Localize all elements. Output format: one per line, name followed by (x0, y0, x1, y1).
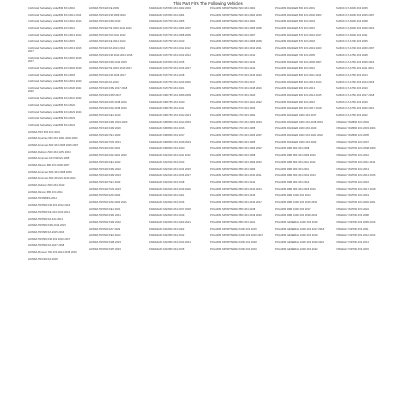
vehicle-entry: CHN Hisil Subsidiary Ltda BIM 6X4 2024 (28, 123, 75, 127)
vehicle-entry: SUZUKI LT-A750 4X4 2011 2012 (336, 67, 374, 71)
vehicle-entry: KAWASAKI KAF620 4X4 2014 2015 (149, 167, 191, 171)
vehicle-entry: YAMAHA YFM700 4X4 2020 2021 (336, 200, 376, 204)
vehicle-entry: YAMAHA YXR700 4X4 2012 2013 (336, 234, 376, 238)
vehicle-entry: HONDA TRX420 FM 2009 2010 (89, 13, 126, 17)
vehicle-entry: POLARIS RZR 1000 4X4 2017 (275, 207, 311, 211)
vehicle-entry: KAWASAKI KVF750 4X4 2021 (149, 87, 185, 91)
vehicle-entry: HONDA TRX420 TM1 2023 (89, 187, 121, 191)
vehicle-entry: POLARIS SPORTSMAN 500 4X4 2005 2006 (210, 27, 262, 31)
vehicle-entry: SUZUKI LT-A750 4X4 2014 2015 (336, 80, 375, 84)
vehicle-entry: HONDA TRX420 TE1 2020 (89, 134, 121, 138)
vehicle-entry: POLARIS SPORTSMAN 700 4X4 2002 (210, 114, 256, 117)
vehicle-entry: YAMAHA YXR700 4X4 2011 (336, 227, 369, 231)
vehicle-entry: HONDA TRX420 TE 2010 2011 2012 (89, 27, 132, 31)
vehicle-entry: SUZUKI LT-A750 4X4 2008 (336, 53, 368, 57)
vehicle-entry: POLARIS SPORTSMAN 800 4X4 2005 (210, 140, 256, 144)
vehicle-entry: POLARIS SPORTSMAN 850 4X4 2012 (210, 180, 256, 184)
vehicle-entry: KAWASAKI KVF650 4X4 2002 2003 (149, 7, 191, 10)
vehicle-entry: KAWASAKI KAF950 4X4 2015 (149, 247, 185, 251)
vehicle-entry: SUZUKI LT-A500 4X4 2009 2010 (336, 27, 375, 31)
vehicle-entry: SUZUKI LT-A750 4X4 2022 (336, 114, 368, 117)
vehicle-entry: SUZUKI LT-A500 4X4 2008 (336, 20, 368, 24)
vehicle-entry: YAMAHA YFM700 4X4 2008 2009 (336, 147, 376, 151)
vehicle-entry: HONDA TRX420 FE1 2019 (89, 114, 121, 117)
vehicle-entry: SUZUKI LT-A750 4X4 2013 (336, 73, 368, 77)
vehicle-entry: HONDA TRX420 FA 2018 (28, 257, 58, 261)
vehicle-entry: POLARIS SPORTSMAN 1000 4X4 2015 (210, 227, 257, 231)
vehicle-entry: POLARIS SPORTSMAN 850 4X4 2013 2014 (210, 187, 262, 191)
vehicle-entry: POLARIS SPORTSMAN 1000 4X4 2019 (210, 247, 257, 251)
vehicle-entry: KAWASAKI KVF750 4X4 2011 2012 (149, 47, 191, 51)
vehicle-entry: HONDA Foreman 500 4X4 2008 2009 (28, 170, 72, 174)
vehicle-entry: HONDA TRX420 FA6 2021 2022 (89, 154, 127, 158)
vehicle-entry: POLARIS RANGER 700 4X4 2006 2007 (275, 60, 322, 64)
vehicle-entry: HONDA TRX420 FM 2013 2014 2015 (89, 53, 133, 57)
vehicle-entry: POLARIS SPORTSMAN 1000 4X4 2018 (210, 241, 257, 245)
vehicle-entry: KAWASAKI KAF620 4X4 2018 (149, 180, 185, 184)
vehicle-entry: HONDA TRX420 FE1 2022 (89, 160, 121, 164)
vehicle-entry: HONDA TRX520 FM6 2023 (89, 241, 121, 245)
vehicle-entry: POLARIS SPORTSMAN 850 4X4 2015 (210, 194, 256, 198)
vehicle-entry: SUZUKI LT-A750 4X4 2017 2018 (336, 93, 375, 97)
vehicle-entry: POLARIS SPORTSMAN 570 4X4 2014 (210, 67, 256, 71)
vehicle-entry: HONDA TRX500 FA 2017 2018 (28, 244, 65, 248)
vehicle-entry: KAWASAKI KAF820 4X4 2017 2018 (149, 207, 191, 211)
vehicle-entry: KAWASAKI KAF820 4X4 2020 2021 (149, 221, 191, 224)
vehicle-entry: POLARIS RANGER 570 4X4 2015 (275, 27, 315, 31)
vehicle-entry: HONDA TRX420 FA5 2021 (89, 147, 121, 151)
vehicle-entry: CHN Hisil Subsidiary Ltda BIM 4X4 2023 2024 (28, 110, 82, 114)
vehicle-entry: HONDA TRX520 FE1 2021 (89, 207, 121, 211)
vehicle-entry: HONDA TRX420 FM 2016 2017 (89, 73, 126, 77)
vehicle-entry: POLARIS SPORTSMAN 570 4X4 2023 (210, 107, 256, 111)
vehicle-entry: CHN Hisil Subsidiary Ltda BIM 6X4 2013 2014 (28, 33, 82, 37)
vehicle-entry: KAWASAKI KRF750 4X4 2011 (149, 107, 185, 111)
vehicle-entry: POLARIS SPORTSMAN 500 4X4 2007 (210, 33, 256, 37)
vehicle-entry: HONDA Pioneer 700 4X4 2014 2015 2016 (28, 250, 77, 254)
vehicle-entry: CHN Hisil Subsidiary Ltda BIM 6X4 2015 2016 2017 (28, 57, 82, 64)
vehicle-entry: HONDA TRX420 FM2 2023 (89, 174, 121, 178)
vehicle-entry: YAMAHA YXR700 4X4 2009 2010 (336, 221, 376, 224)
vehicle-entry: KAWASAKI KAF950 4X4 2013 2014 (149, 241, 191, 245)
vehicle-entry: KAWASAKI KAF620 4X4 2013 (149, 160, 185, 164)
vehicle-entry: KAWASAKI KVF650 4X4 2004 (149, 13, 185, 17)
vehicle-entry: YAMAHA YFM700 4X4 2013 (336, 167, 369, 171)
vehicle-entry: POLARIS SPORTSMAN 500 4X4 2002 2003 (210, 13, 262, 17)
vehicle-entry: KAWASAKI KVF650 4X4 2015 (149, 60, 185, 64)
vehicle-entry: POLARIS RANGER 800 4X4 2013 2014 (275, 80, 322, 84)
vehicle-entry: KAWASAKI KVF750 4X4 2018 (149, 73, 185, 77)
vehicle-entry: POLARIS SPORTSMAN 800 4X4 2009 2010 (210, 160, 262, 164)
vehicle-entry: POLARIS SPORTSMAN 700 4X4 2003 2004 (210, 120, 262, 124)
vehicle-entry: HONDA TRX500 FM 4X4 2016 2017 (28, 237, 71, 241)
vehicle-entry: KAWASAKI KRF800 4X4 2020 (149, 147, 185, 151)
vehicle-entry: KAWASAKI KVF750 4X4 2006 2007 (149, 27, 191, 31)
vehicle-entry: POLARIS RANGER 1000 4X4 2018 2019 (275, 120, 323, 124)
vehicle-entry: YAMAHA YFM700 4X4 2010 (336, 154, 369, 158)
vehicle-entry: HONDA TRX420 FPA 2014 2015 (89, 60, 127, 64)
vehicle-entry: POLARIS RZR 1000 4X4 2014 (275, 194, 311, 198)
vehicle-entry: POLARIS RZR 900 4X4 2011 (275, 167, 309, 171)
vehicle-entry: POLARIS RANGER 570 4X4 2019 2020 (275, 47, 322, 51)
vehicle-entry: YAMAHA YFM700 4X4 2019 (336, 194, 369, 198)
vehicle-entry: KAWASAKI KRF750 4X4 2008 2009 (149, 93, 191, 97)
vehicle-entry: YAMAHA YFM660 4X4 2003 2004 (336, 127, 376, 131)
vehicle-entry: SUZUKI LT-A500 4X4 2006 2007 (336, 13, 375, 17)
vehicle-entry: POLARIS RANGER 570 4X4 2016 2017 (275, 33, 322, 37)
vehicle-entry: HONDA Foreman 500 4X4 ES 2010 2011 (28, 177, 76, 181)
vehicle-entry: CHN Hisil Subsidiary Ltda BIM 6X4 2015 (28, 40, 75, 44)
vehicle-entry: HONDA TRX420 FPA 2010 (89, 20, 121, 24)
vehicle-entry: HONDA TRX500 FPA 2014 2015 (28, 224, 66, 228)
vehicle-entry: POLARIS RANGER 900 4X4 2016 (275, 100, 315, 104)
vehicle-entry: SUZUKI LT-A750 4X4 2019 (336, 100, 368, 104)
vehicle-entry: POLARIS RZR 800 4X4 2011 2012 (275, 160, 316, 164)
vehicle-entry: HONDA Rincon 680 4X4 2006 2007 (28, 164, 70, 168)
vehicle-entry: HONDA TRX 500 4X4 2001 (28, 130, 60, 134)
vehicle-entry: HONDA TRX420 FPE 2017 2018 (89, 87, 128, 91)
vehicle-entry: HONDA TRX420 FPM 2017 (89, 93, 122, 97)
vehicle-entry: CHN Hisil Subsidiary Ltda BIM 6X4 2023 (28, 117, 75, 121)
vehicle-entry: KAWASAKI KRF800 4X4 2014 2015 (149, 120, 191, 124)
vehicle-entry: POLARIS GENERAL 1000 4X4 2016 (275, 221, 318, 224)
vehicle-entry: CHN Hisil Subsidiary Ltda BIM 4X4 2020 2021 2022 (28, 87, 82, 94)
vehicle-entry: KAWASAKI KAF620 4X4 2016 2017 (149, 174, 191, 178)
vehicle-entry: KAWASAKI KRF750 4X4 2012 2013 (149, 114, 191, 117)
vehicle-entry: POLARIS RANGER 1000 4X4 2021 2022 (275, 134, 323, 138)
vehicle-entry: HONDA TRX420 TE1 2023 (89, 180, 121, 184)
vehicle-entry: KAWASAKI KRF750 4X4 2010 (149, 100, 185, 104)
vehicle-entry: POLARIS RANGER 1000 4X4 2023 (275, 140, 317, 144)
vehicle-entry: POLARIS SPORTSMAN 850 4X4 2016 2017 (210, 200, 262, 204)
vehicle-entry: POLARIS SPORTSMAN 850 4X4 2009 (210, 167, 256, 171)
vehicle-entry: HONDA TRX520 FE2 2023 (89, 234, 121, 238)
vehicle-entry: KAWASAKI KVF750 4X4 2016 2017 (149, 67, 191, 71)
vehicle-entry: KAWASAKI KAF820 4X4 2016 (149, 200, 185, 204)
vehicle-entry: YAMAHA YFM700 4X4 2011 2012 (336, 160, 376, 164)
vehicle-entry: KAWASAKI KAF950 4X4 2012 (149, 234, 185, 238)
vehicle-entry: POLARIS RANGER 800 4X4 2011 2012 (275, 73, 322, 77)
vehicle-entry: HONDA TRX680 FA 2015 2016 (28, 230, 65, 234)
vehicle-entry: POLARIS SPORTSMAN 500 4X4 2004 (210, 20, 256, 24)
vehicle-entry: POLARIS SPORTSMAN 850 4X4 2010 2011 (210, 174, 262, 178)
vehicle-entry: HONDA TRX520 FA5 2020 (89, 194, 121, 198)
vehicle-entry: POLARIS RZR 1000 4X4 2015 2016 (275, 200, 318, 204)
vehicle-entry: KAWASAKI KAF620 4X4 2019 2020 (149, 187, 191, 191)
vehicle-entry: POLARIS RANGER 700 4X4 2005 (275, 53, 315, 57)
vehicle-entry: YAMAHA YXR700 4X4 2008 (336, 214, 369, 218)
vehicle-entry: HONDA TRX420 FA6 2018 2019 (89, 107, 127, 111)
vehicle-entry: POLARIS SPORTSMAN 800 4X4 2006 2007 (210, 147, 262, 151)
vehicle-entry: YAMAHA YXR700 4X4 2014 (336, 241, 369, 245)
vehicle-entry: HONDA TRX680FA 2012 (28, 197, 57, 201)
vehicle-entry: YAMAHA YFM660 4X4 2005 (336, 134, 369, 138)
vehicle-entry: POLARIS RANGER 900 4X4 2017 2018 (275, 107, 322, 111)
vehicle-entry: HONDA TRX500 FM 4X4 2012 2013 (28, 204, 71, 208)
vehicle-entry: POLARIS RANGER 500 4X4 2001 (275, 7, 315, 10)
vehicle-entry: POLARIS RZR 900 4X4 2015 2016 (275, 187, 316, 191)
vehicle-entry: SUZUKI LT-A750 4X4 2009 2010 (336, 60, 375, 64)
vehicle-entry: POLARIS RANGER 900 4X4 2013 (275, 87, 315, 91)
vehicle-column-3 (149, 7, 204, 254)
vehicle-entry: SUZUKI LT-A700 4X4 2006 2007 (336, 47, 375, 51)
vehicle-entry: KAWASAKI KAF820 4X4 2019 (149, 214, 185, 218)
vehicle-entry: HONDA TRX420 FA 2013 2014 (89, 47, 126, 51)
vehicle-column-1 (28, 7, 82, 264)
vehicle-columns (0, 7, 416, 412)
vehicle-entry: KAWASAKI KVF750 4X4 2019 2020 (149, 80, 191, 84)
vehicle-entry: CHN Hisil Subsidiary Ltda BIM 4X4 2021 2022 (28, 97, 82, 101)
vehicle-entry: POLARIS SPORTSMAN 570 4X4 2021 2022 (210, 100, 262, 104)
vehicle-entry: POLARIS RANGER 500 4X4 2004 (275, 20, 315, 24)
vehicle-entry: HONDA TRX420 FA5 2018 2019 (89, 100, 127, 104)
vehicle-entry: POLARIS SPORTSMAN 500 4X4 2001 (210, 7, 256, 10)
vehicle-entry: CHN Hisil Subsidiary Ltda BIM 6X4 2010 (28, 7, 75, 10)
vehicle-entry: HONDA Fourtrax 500 4X4 2001 2002 2003 (28, 137, 78, 141)
vehicle-entry: CHN Hisil Subsidiary Ltda BIM 6X4 2019 2020 (28, 80, 82, 84)
vehicle-entry: POLARIS RANGER 800 4X4 2010 (275, 67, 315, 71)
vehicle-entry: HONDA TRX420 FM1 2019 2020 (89, 120, 128, 124)
vehicle-column-5 (275, 7, 330, 254)
vehicle-entry: HONDA Foreman 4X4 500 ES 2005 (28, 157, 70, 161)
vehicle-entry: HONDA TRX420 TE 2015 2016 2017 (89, 67, 132, 71)
vehicle-entry: CHN Hisil Subsidiary Ltda BIM 6X4 2018 (28, 73, 75, 77)
vehicle-entry: POLARIS SPORTSMAN 500 4X4 2010 2011 (210, 47, 262, 51)
vehicle-entry: HONDA TRX520 FA7 2022 (89, 227, 121, 231)
vehicle-entry: SUZUKI LT-A500 4X4 2011 (336, 33, 368, 37)
vehicle-entry: CHN Hisil Subsidiary Ltda BIM 6X4 2022 (28, 103, 75, 107)
vehicle-entry: YAMAHA YFM700 4X4 2016 (336, 180, 369, 184)
vehicle-entry: YAMAHA YFM700 4X4 2007 (336, 140, 369, 144)
vehicle-entry: YAMAHA YFM700 4X4 2014 2015 (336, 174, 376, 178)
vehicle-entry: HONDA TRX420 FM2 2020 (89, 127, 121, 131)
vehicle-entry: KAWASAKI KVF750 4X4 2010 (149, 40, 185, 44)
vehicle-entry: KAWASAKI KVF750 4X4 2005 (149, 20, 185, 24)
vehicle-entry: HONDA TRX420 FE 2012 2013 (89, 40, 126, 44)
vehicle-entry: POLARIS RANGER 570 4X4 2018 (275, 40, 315, 44)
vehicle-entry: POLARIS RZR 900 4X4 2012 2013 (275, 174, 316, 178)
vehicle-entry: YAMAHA YFM700 4X4 2017 2018 (336, 187, 376, 191)
vehicle-entry: HONDA Rincon 680 4X4 2011 (28, 190, 63, 194)
vehicle-entry: POLARIS SPORTSMAN 850 4X4 2018 (210, 207, 256, 211)
vehicle-entry: CHN Hisil Subsidiary Ltda BIM 4X4 2010 2014 (28, 20, 82, 24)
vehicle-column-2 (89, 7, 141, 254)
vehicle-entry: SUZUKI LT-A750 4X4 2020 2021 (336, 107, 375, 111)
vehicle-entry: POLARIS SPORTSMAN 500 4X4 2013 (210, 60, 256, 64)
vehicle-entry: POLARIS SPORTSMAN 850 4X4 2019 2020 (210, 214, 262, 218)
vehicle-entry: POLARIS RANGER 1000 4X4 2017 (275, 114, 317, 117)
vehicle-entry: HONDA TRX520 FM7 2023 (89, 247, 121, 251)
vehicle-entry: HONDA TRX420 TM 2011 2012 (89, 33, 126, 37)
vehicle-entry: POLARIS SPORTSMAN 570 4X4 2018 2019 (210, 87, 262, 91)
vehicle-column-6 (336, 7, 392, 254)
vehicle-entry: POLARIS GENERAL 1000 4X4 2017 2018 (275, 227, 325, 231)
vehicle-entry: CHN Hisil Subsidiary Ltda BIM 4X4 2018 2019 (28, 67, 82, 71)
vehicle-entry: CHN Hisil Subsidiary Ltda BIM 4X4 2012 (28, 27, 75, 31)
vehicle-entry: HONDA Rubicon 500 4X4 2010 (28, 184, 65, 188)
vehicle-entry: POLARIS RANGER 900 4X4 2014 2015 (275, 93, 322, 97)
vehicle-entry: POLARIS SPORTSMAN 700 4X4 2005 (210, 127, 256, 131)
vehicle-entry: HONDA TRX520 FM2 2022 (89, 221, 121, 224)
vehicle-entry: YAMAHA YXR700 4X4 2015 (336, 247, 369, 251)
vehicle-entry: KAWASAKI KVF750 4X4 2013 2014 (149, 53, 191, 57)
vehicle-entry: KAWASAKI KVF750 4X4 2008 2009 (149, 33, 191, 37)
vehicle-entry: POLARIS RZR 800 4X4 2009 2010 (275, 154, 316, 158)
vehicle-entry: KAWASAKI KAF620 4X4 2021 (149, 194, 185, 198)
vehicle-entry: CHN Hisil Subsidiary Ltda BIM 6X4 2011 2014 (28, 13, 82, 17)
vehicle-entry: HONDA TRX420 FA 2016 (89, 80, 119, 84)
vehicle-entry: KAWASAKI KRF800 4X4 2016 (149, 127, 185, 131)
vehicle-entry: POLARIS GENERAL 1000 4X4 2022 (275, 247, 318, 251)
vehicle-entry: POLARIS SPORTSMAN 500 4X4 2008 2009 (210, 40, 262, 44)
vehicle-entry: POLARIS GENERAL 1000 4X4 2020 2021 (275, 241, 325, 245)
vehicle-entry: POLARIS SPORTSMAN 1000 4X4 2016 2017 (210, 234, 264, 238)
vehicle-entry: POLARIS RZR 1000 4X4 2018 2019 (275, 214, 318, 218)
vehicle-entry: POLARIS SPORTSMAN 700 4X4 2006 2007 (210, 134, 262, 138)
vehicle-entry: POLARIS SPORTSMAN 850 4X4 2021 (210, 221, 256, 224)
vehicle-entry: HONDA Rubicon 500 4X4 GPS 2004 (28, 150, 71, 154)
vehicle-entry: POLARIS SPORTSMAN 570 4X4 2017 (210, 80, 256, 84)
vehicle-entry: CHN Hisil Subsidiary Ltda BIM 4X4 2013 2016 2017 (28, 47, 82, 54)
vehicle-entry: KAWASAKI KAF820 4X4 2022 (149, 227, 185, 231)
vehicle-entry: POLARIS RANGER 500 4X4 2002 2003 (275, 13, 322, 17)
vehicle-entry: HONDA TRX520 FA6 2020 2021 (89, 200, 127, 204)
vehicle-entry: YAMAHA YFM660 4X4 2002 (336, 120, 369, 124)
vehicle-entry: POLARIS RZR 800 4X4 2008 (275, 147, 310, 151)
vehicle-entry: HONDA TRX420 TM1 2021 (89, 140, 121, 144)
vehicle-entry: HONDA TRX420 FE 2009 (89, 7, 119, 10)
vehicle-entry: POLARIS RZR 900 4X4 2014 (275, 180, 310, 184)
vehicle-entry: HONDA Foreman 500 4X4 2005 2006 2007 (28, 143, 79, 147)
page-title: This Part Fit's The Following Vehicles (173, 1, 243, 6)
vehicle-entry: POLARIS RANGER 1000 4X4 2020 (275, 127, 317, 131)
vehicle-entry: HONDA TRX420 FM1 2022 (89, 167, 121, 171)
vehicle-entry: HONDA TRX520 FM1 2021 (89, 214, 121, 218)
vehicle-entry: KAWASAKI KAF620 4X4 2011 2012 (149, 154, 191, 158)
vehicle-entry: POLARIS SPORTSMAN 570 4X4 2015 2016 (210, 73, 262, 77)
vehicle-entry: POLARIS SPORTSMAN 500 4X4 2012 (210, 53, 256, 57)
vehicle-entry: POLARIS SPORTSMAN 570 4X4 2020 (210, 93, 256, 97)
vehicle-entry: POLARIS GENERAL 1000 4X4 2019 (275, 234, 318, 238)
vehicle-entry: YAMAHA YFM700 4X4 2022 (336, 207, 369, 211)
vehicle-entry: KAWASAKI KRF800 4X4 2017 (149, 134, 185, 138)
vehicle-entry: SUZUKI LT-A750 4X4 2016 (336, 87, 368, 91)
vehicle-entry: KAWASAKI KRF800 4X4 2018 2019 (149, 140, 191, 144)
vehicle-entry: HONDA TRX500 FE 4X4 2013 2014 (28, 210, 70, 214)
vehicle-entry: SUZUKI LT-A700 4X4 2005 (336, 40, 368, 44)
vehicle-entry: POLARIS SPORTSMAN 800 4X4 2008 (210, 154, 256, 158)
vehicle-entry: SUZUKI LT-A500 4X4 2005 (336, 7, 368, 10)
vehicle-entry: HONDA TRX500 FA 4X4 2014 (28, 217, 63, 221)
vehicle-column-4 (210, 7, 268, 254)
